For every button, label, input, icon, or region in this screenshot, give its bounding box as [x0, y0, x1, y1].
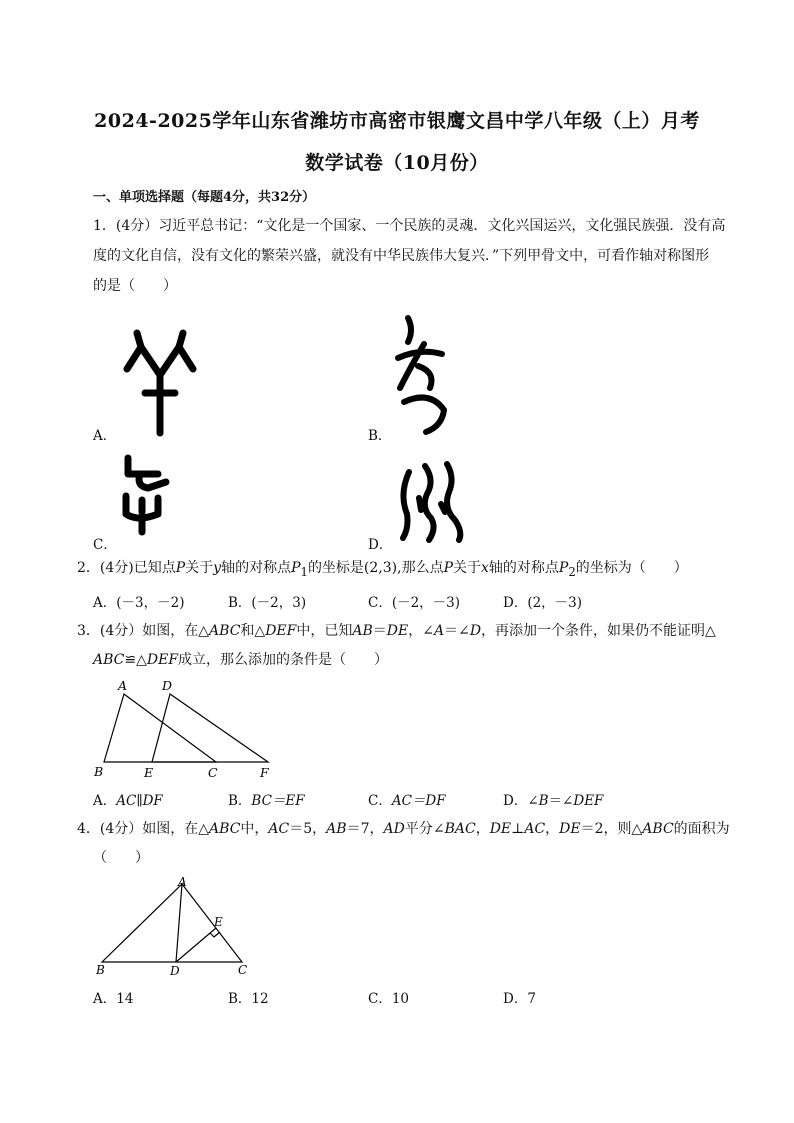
q1-option-d[interactable]: D． — [368, 537, 393, 553]
q1-line2: 度的文化自信，没有文化的繁荣兴盛，就没有中华民族伟大复兴．”下列甲骨文中，可看作轴对称图形 — [93, 248, 710, 264]
q3-var: ABC — [209, 623, 241, 639]
q3-option-b-text: BC＝EF — [251, 793, 305, 809]
q4-text: 4．(4分）如图，在△ — [77, 821, 210, 837]
q2-var-y: y — [213, 560, 222, 576]
q2-option-c[interactable]: C．(－2，－3) — [368, 595, 461, 611]
q1-line1: 1．(4分）习近平总书记：“文化是一个国家、一个民族的灵魂．文化兴国运兴，文化强民族强．没有高 — [93, 218, 726, 234]
q2-text: 关于 — [453, 560, 481, 576]
q3-var: DE — [386, 623, 409, 639]
q3-stem-line2 — [93, 647, 388, 674]
q4-var: AC — [524, 821, 546, 837]
q3-text: ，再添加一个条件，如果仍不能证明△ — [481, 623, 716, 639]
paper-title-line1: 2024-2025学年山东省潍坊市高密市银鹰文昌中学八年级（上）月考 — [94, 110, 700, 132]
q3-text: 中，已知 — [296, 623, 353, 639]
q2-option-b[interactable]: B．(－2，3) — [228, 595, 307, 611]
q4-stem-line2: （ ） — [93, 850, 149, 866]
q4-label-e: E — [214, 915, 223, 929]
q3-option-c-prefix: C． — [368, 793, 392, 809]
q4-var: AD — [383, 821, 405, 837]
q3-stem-line1 — [77, 618, 716, 645]
q2-text: 关于 — [185, 560, 214, 576]
q2-stem — [77, 555, 688, 586]
q4-option-b[interactable]: B．12 — [228, 991, 269, 1007]
q3-var: AB — [352, 623, 373, 639]
q1-option-b[interactable]: B． — [368, 428, 392, 444]
q3-option-c-text: AC＝DF — [391, 793, 446, 809]
q4-option-a[interactable]: A．14 — [93, 991, 134, 1007]
q3-option-d-mid: ＝∠ — [548, 793, 574, 809]
q3-option-d[interactable] — [503, 789, 603, 809]
q3-text: ，∠ — [408, 623, 434, 639]
q3-option-a-text: AC∥DF — [116, 793, 163, 809]
q4-right-angle-mark — [210, 932, 220, 937]
q1-glyph-c-image — [118, 452, 178, 537]
q3-text: 成立，那么添加的条件是（ ） — [178, 652, 389, 668]
q2-var-p-again: P — [443, 560, 453, 576]
q3-label-f: F — [260, 765, 269, 780]
q4-var: ABC — [209, 821, 241, 837]
q1-option-a[interactable]: A． — [93, 428, 117, 444]
q4-var: AB — [326, 821, 347, 837]
q4-label-b: B — [96, 963, 105, 977]
q3-var: D — [469, 623, 482, 639]
paper-title-line2: 数学试卷（10月份） — [305, 152, 489, 174]
q3-label-c: C — [208, 765, 218, 780]
q2-text: 的坐标为（ ） — [575, 560, 688, 576]
q4-option-d[interactable]: D．7 — [503, 991, 536, 1007]
q2-sub-1: 1 — [300, 564, 308, 579]
q2-text: 的坐标是(2,3),那么点 — [307, 560, 444, 576]
q2-option-d[interactable]: D．(2，－3) — [503, 595, 583, 611]
q4-text: ＝2，则△ — [580, 821, 643, 837]
q3-var: DEF — [146, 652, 179, 668]
q4-text: ＝5， — [289, 821, 327, 837]
q4-var: AC — [268, 821, 290, 837]
q2-sub-2: 2 — [568, 564, 576, 579]
q3-text: ＝∠ — [444, 623, 470, 639]
q3-option-b-prefix: B． — [228, 793, 252, 809]
q3-label-e: E — [144, 765, 154, 780]
q2-var-p1: P — [291, 560, 301, 576]
q3-label-d: D — [162, 678, 173, 693]
q2-text: 轴的对称点 — [221, 560, 292, 576]
q3-label-b: B — [94, 764, 104, 779]
q4-label-a: A — [178, 875, 187, 889]
q4-var: BAC — [444, 821, 476, 837]
q2-option-a[interactable]: A．(－3，－2) — [93, 595, 185, 611]
q3-triangle-abc — [104, 694, 216, 762]
q3-option-d-prefix: D．∠ — [503, 793, 539, 809]
q3-var: ABC — [93, 652, 125, 668]
q3-option-d-var: B — [538, 793, 549, 809]
q4-bisector-ad — [176, 884, 182, 962]
q3-text: 3．(4分）如图，在△ — [77, 623, 210, 639]
q3-label-a: A — [118, 678, 128, 693]
q2-text: 2．(4分)已知点 — [77, 560, 176, 576]
q3-triangles-figure — [88, 674, 288, 784]
q3-var: DEF — [265, 623, 297, 639]
q4-option-c[interactable]: C．10 — [368, 991, 410, 1007]
q3-option-d-var: DEF — [573, 793, 604, 809]
q4-stem-line1 — [77, 816, 730, 843]
q3-text: 和△ — [240, 623, 266, 639]
q2-var-p: P — [175, 560, 186, 576]
q2-var-x: x — [481, 560, 489, 576]
q3-option-a[interactable] — [93, 789, 163, 809]
q1-option-c[interactable]: C． — [93, 537, 117, 553]
q3-text: ＝ — [372, 623, 387, 639]
q4-label-c: C — [238, 963, 248, 977]
q2-text: 轴的对称点 — [488, 560, 559, 576]
q3-option-a-prefix: A． — [93, 793, 117, 809]
q4-var: DE — [559, 821, 581, 837]
q1-glyph-d-image — [395, 458, 470, 543]
q1-glyph-a-image — [115, 325, 205, 440]
q1-line3: 的是（ ） — [93, 278, 177, 294]
q4-triangle-figure — [90, 874, 260, 984]
q4-var: DE — [489, 821, 512, 837]
q4-text: 平分∠ — [404, 821, 445, 837]
q2-var-p2: P — [558, 560, 569, 576]
q3-var: A — [433, 623, 445, 639]
q4-text: ＝7， — [346, 821, 384, 837]
q4-text: ， — [475, 821, 490, 837]
q4-text: ⊥ — [511, 821, 525, 837]
q3-option-c[interactable] — [368, 789, 446, 809]
q4-label-d: D — [170, 964, 180, 978]
q4-text: 的面积为 — [673, 821, 730, 837]
q3-text: ≌△ — [124, 652, 147, 668]
q4-text: ， — [545, 821, 560, 837]
q4-text: 中， — [240, 821, 269, 837]
section-heading: 一、单项选择题（每题4分，共32分） — [93, 190, 316, 205]
q3-option-b[interactable] — [228, 789, 305, 809]
q4-var: ABC — [642, 821, 674, 837]
q1-glyph-b-image — [390, 310, 460, 440]
